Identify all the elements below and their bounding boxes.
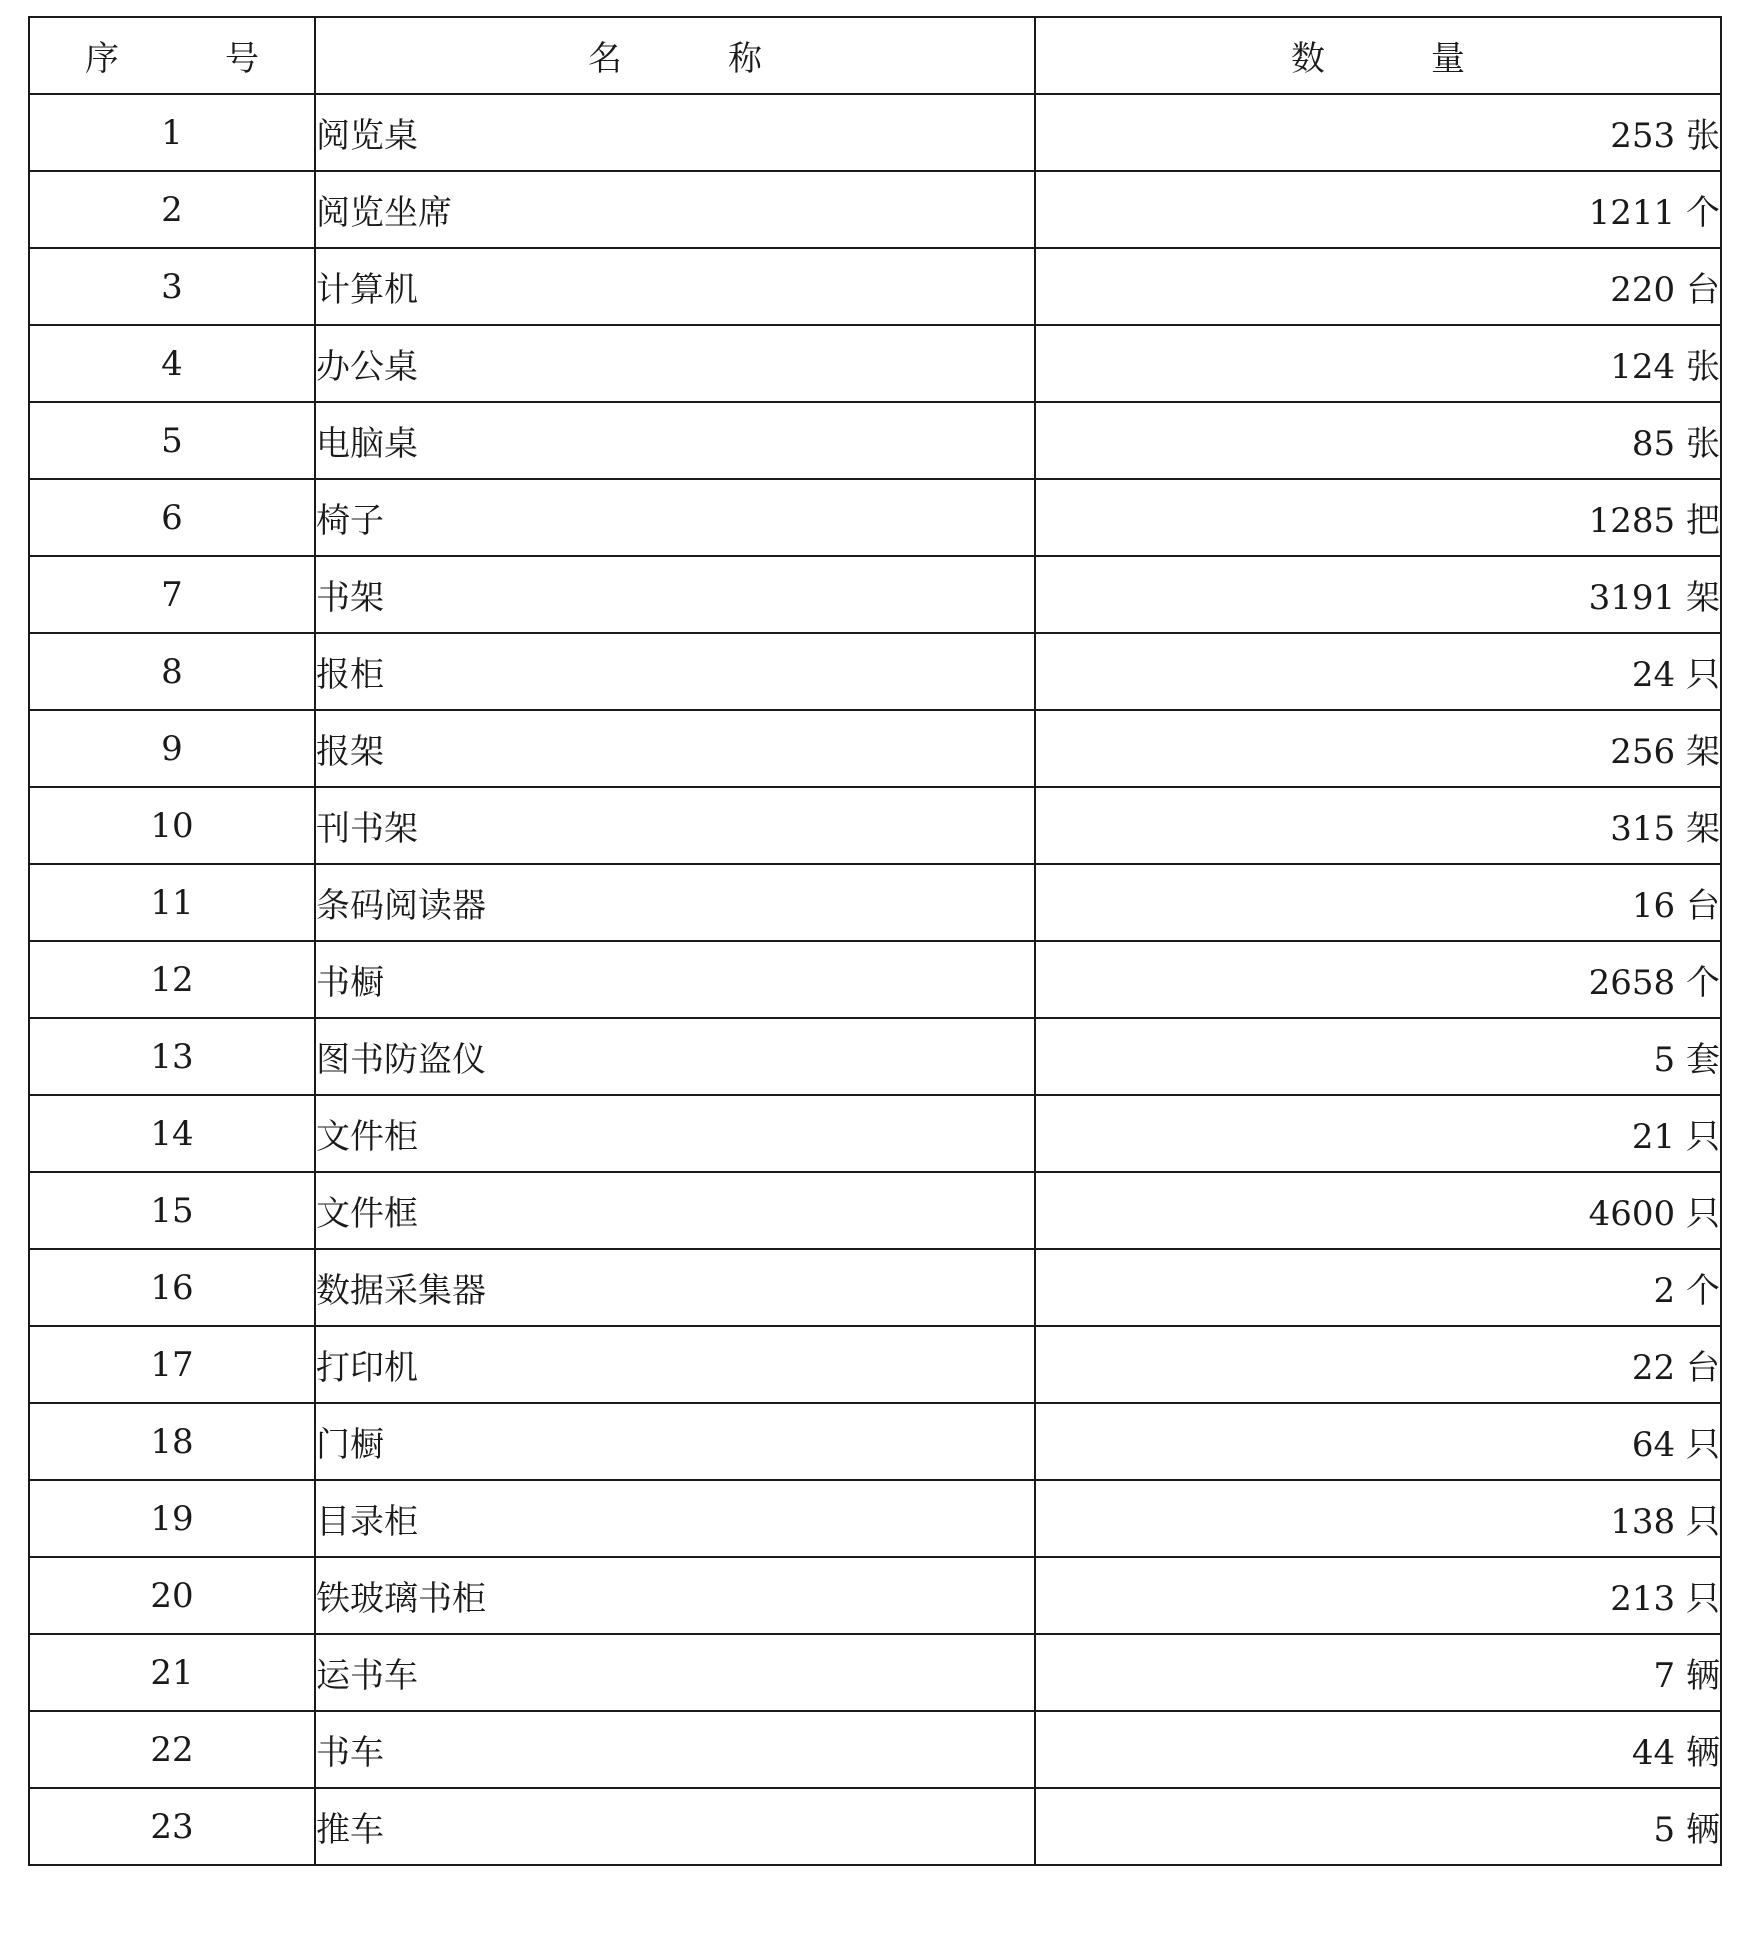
table-row [29,787,1721,864]
table-row [29,479,1721,556]
row-name-cell: 书架 [315,556,1035,633]
table-row [29,1711,1721,1788]
table-row [29,1788,1721,1865]
table-row [29,1249,1721,1326]
row-name-cell: 图书防盗仪 [315,1018,1035,1095]
table-header [29,17,1721,94]
table-row [29,1403,1721,1480]
row-name-cell: 报柜 [315,633,1035,710]
inventory-table [28,16,1722,1866]
row-quantity-cell: 1285 把 [1035,479,1721,556]
row-name-cell: 数据采集器 [315,1249,1035,1326]
row-name-cell: 报架 [315,710,1035,787]
row-quantity-cell: 7 辆 [1035,1634,1721,1711]
row-index-cell: 3 [29,248,315,325]
table-row [29,556,1721,633]
row-name-cell: 阅览坐席 [315,171,1035,248]
row-index-cell: 8 [29,633,315,710]
row-index-cell: 20 [29,1557,315,1634]
row-name-cell: 铁玻璃书柜 [315,1557,1035,1634]
row-name-cell: 刊书架 [315,787,1035,864]
row-quantity-cell: 5 辆 [1035,1788,1721,1865]
table-row [29,402,1721,479]
header-quantity: 数 量 [1035,17,1721,94]
row-name-cell: 阅览桌 [315,94,1035,171]
row-index-cell: 4 [29,325,315,402]
row-index-cell: 7 [29,556,315,633]
table-row [29,248,1721,325]
table-row [29,171,1721,248]
row-index-cell: 2 [29,171,315,248]
table-row [29,1634,1721,1711]
row-index-cell: 17 [29,1326,315,1403]
row-index-cell: 16 [29,1249,315,1326]
row-quantity-cell: 5 套 [1035,1018,1721,1095]
row-quantity-cell: 1211 个 [1035,171,1721,248]
row-index-cell: 9 [29,710,315,787]
table-row [29,864,1721,941]
row-quantity-cell: 2658 个 [1035,941,1721,1018]
table-row [29,1480,1721,1557]
table-row [29,633,1721,710]
row-quantity-cell: 22 台 [1035,1326,1721,1403]
row-quantity-cell: 220 台 [1035,248,1721,325]
row-index-cell: 6 [29,479,315,556]
row-name-cell: 电脑桌 [315,402,1035,479]
row-quantity-cell: 3191 架 [1035,556,1721,633]
row-index-cell: 10 [29,787,315,864]
row-quantity-cell: 21 只 [1035,1095,1721,1172]
row-index-cell: 14 [29,1095,315,1172]
table-row [29,1326,1721,1403]
row-index-cell: 18 [29,1403,315,1480]
row-quantity-cell: 44 辆 [1035,1711,1721,1788]
row-quantity-cell: 315 架 [1035,787,1721,864]
row-quantity-cell: 256 架 [1035,710,1721,787]
header-name: 名 称 [315,17,1035,94]
row-quantity-cell: 16 台 [1035,864,1721,941]
table-row [29,941,1721,1018]
row-index-cell: 12 [29,941,315,1018]
row-name-cell: 办公桌 [315,325,1035,402]
row-name-cell: 文件柜 [315,1095,1035,1172]
row-index-cell: 19 [29,1480,315,1557]
row-quantity-cell: 2 个 [1035,1249,1721,1326]
table-row [29,1095,1721,1172]
row-quantity-cell: 24 只 [1035,633,1721,710]
row-index-cell: 21 [29,1634,315,1711]
row-name-cell: 目录柜 [315,1480,1035,1557]
row-index-cell: 23 [29,1788,315,1865]
row-name-cell: 运书车 [315,1634,1035,1711]
row-index-cell: 5 [29,402,315,479]
row-name-cell: 文件框 [315,1172,1035,1249]
row-name-cell: 计算机 [315,248,1035,325]
table-row [29,710,1721,787]
row-index-cell: 13 [29,1018,315,1095]
row-index-cell: 11 [29,864,315,941]
row-quantity-cell: 253 张 [1035,94,1721,171]
header-row [29,17,1721,94]
row-index-cell: 15 [29,1172,315,1249]
row-quantity-cell: 4600 只 [1035,1172,1721,1249]
row-name-cell: 门橱 [315,1403,1035,1480]
table-row [29,1172,1721,1249]
row-index-cell: 1 [29,94,315,171]
row-quantity-cell: 213 只 [1035,1557,1721,1634]
table-row [29,1018,1721,1095]
header-index: 序 号 [29,17,315,94]
row-name-cell: 推车 [315,1788,1035,1865]
table-row [29,1557,1721,1634]
row-quantity-cell: 124 张 [1035,325,1721,402]
row-name-cell: 书橱 [315,941,1035,1018]
row-quantity-cell: 138 只 [1035,1480,1721,1557]
row-name-cell: 条码阅读器 [315,864,1035,941]
table-row [29,325,1721,402]
row-name-cell: 打印机 [315,1326,1035,1403]
row-name-cell: 书车 [315,1711,1035,1788]
row-name-cell: 椅子 [315,479,1035,556]
table-row [29,94,1721,171]
row-index-cell: 22 [29,1711,315,1788]
table-body [29,94,1721,1865]
row-quantity-cell: 85 张 [1035,402,1721,479]
row-quantity-cell: 64 只 [1035,1403,1721,1480]
